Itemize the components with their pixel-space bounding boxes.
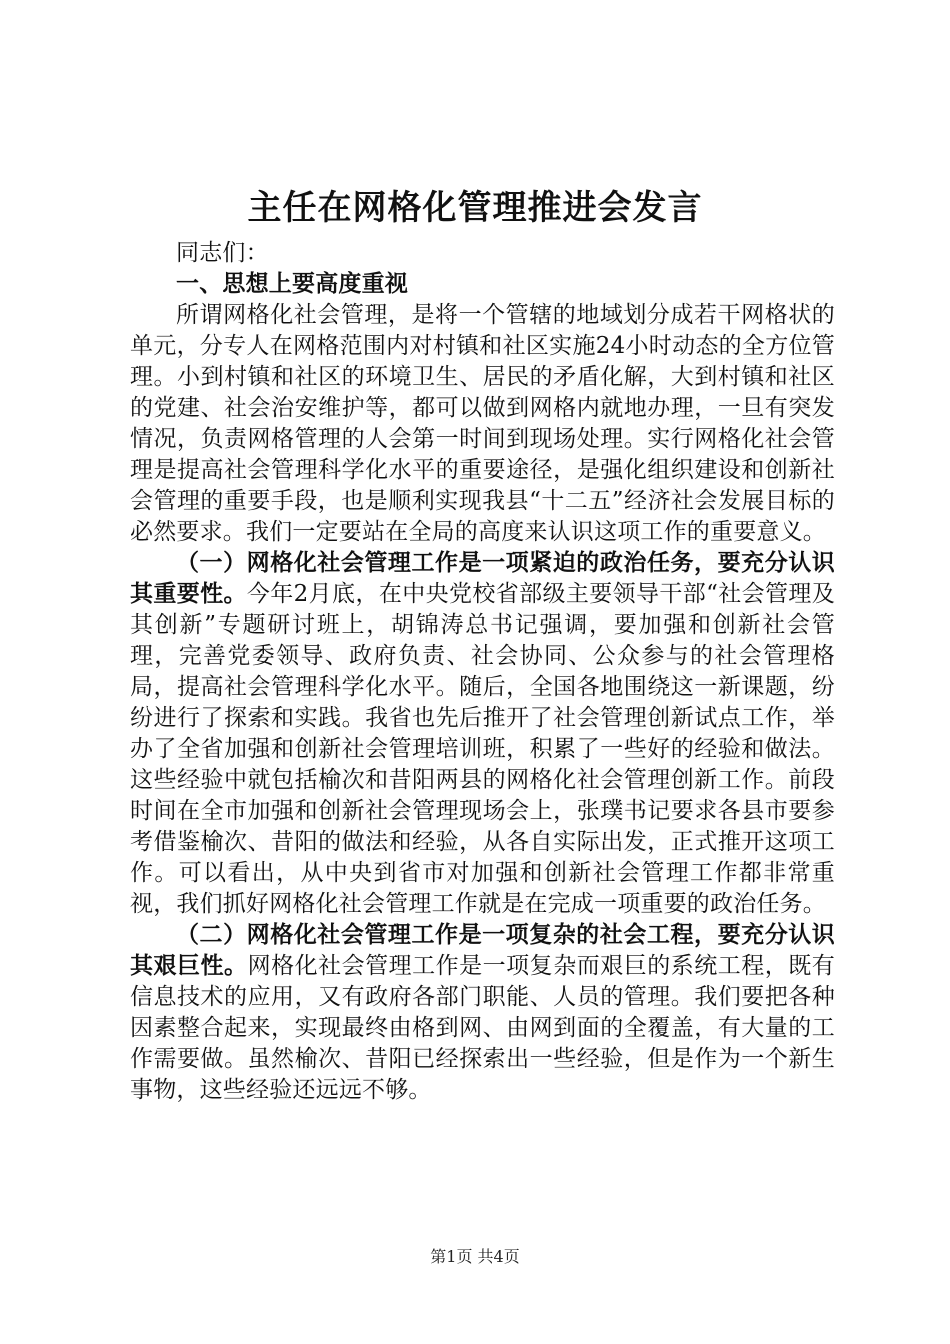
paragraph-3-text: 网格化社会管理工作是一项复杂而艰巨的系统工程，既有信息技术的应用，又有政府各部门职能、人员的管理。我们要把各种因素整合起来，实现最终由格到网、由网到面的全覆盖，有大量的工作需要做。虽然榆次、昔阳已经探索出一些经验，但是作为一个新生事物，这些经验还远远不够。 (130, 953, 836, 1103)
paragraph-3 (130, 920, 835, 1106)
greeting: 同志们： (176, 240, 269, 266)
paragraph-3-lead: （二）网格化社会管理工作是一项复杂的社会工程，要充分认识其艰巨性。 (130, 922, 835, 979)
paragraph-2-text: 今年2月底，在中央党校省部级主要领导干部“社会管理及其创新”专题研讨班上，胡锦涛总书记强调，要加强和创新社会管理，完善党委领导、政府负责、社会协同、公众参与的社会管理格局，提高社会管理科学化水平。随后，全国各地围绕这一新课题，纷纷进行了探索和实践。我省也先后推开了社会管理创新试点工作，举办了全省加强和创新社会管理培训班，积累了一些好的经验和做法。这些经验中就包括榆次和昔阳两县的网格化社会管理创新工作。前段时间在全市加强和创新社会管理现场会上，张璞书记要求各县市要参考借鉴榆次、昔阳的做法和经验，从各自实际出发，正式推开这项工作。可以看出，从中央到省市对加强和创新社会管理工作都非常重视，我们抓好网格化社会管理工作就是在完成一项重要的政治任务。 (130, 581, 836, 917)
document-body (130, 238, 835, 1106)
paragraph-2-lead: （一）网格化社会管理工作是一项紧迫的政治任务，要充分认识其重要性。 (130, 550, 835, 607)
document-title: 主任在网格化管理推进会发言 (247, 188, 703, 228)
section-heading: 一、思想上要高度重视 (176, 271, 408, 297)
page-footer: 第1页 共4页 (430, 1247, 520, 1266)
paragraph-2 (130, 548, 835, 920)
paragraph-1: 所谓网格化社会管理，是将一个管辖的地域划分成若干网格状的单元，分专人在网格范围内对村镇和社区实施24小时动态的全方位管理。小到村镇和社区的环境卫生、居民的矛盾化解，大到村镇和社区的党建、社会治安维护等，都可以做到网格内就地办理，一旦有突发情况，负责网格管理的人会第一时间到现场处理。实行网格化社会管理是提高社会管理科学化水平的重要途径，是强化组织建设和创新社会管理的重要手段，也是顺利实现我县“十二五”经济社会发展目标的必然要求。我们一定要站在全局的高度来认识这项工作的重要意义。 (130, 302, 835, 545)
